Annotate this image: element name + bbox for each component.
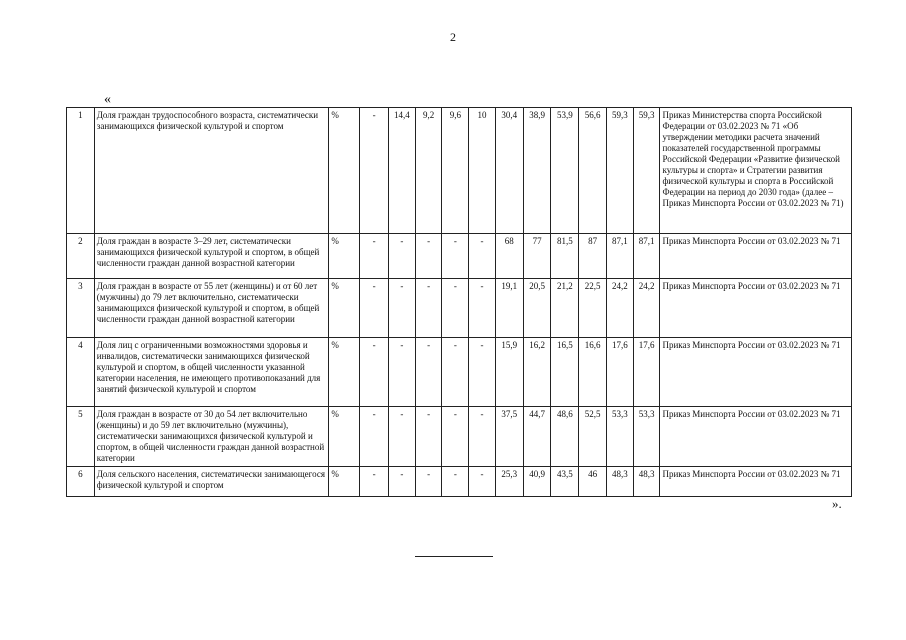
table-body	[67, 108, 852, 497]
source-cell: Приказ Минспорта России от 03.02.2023 № 71	[660, 234, 852, 279]
table-row	[67, 234, 852, 279]
value-cell: 40,9	[523, 467, 551, 497]
value-cell: 16,6	[579, 338, 607, 407]
value-cell: -	[442, 234, 469, 279]
table-row	[67, 338, 852, 407]
indicator-name-cell: Доля лиц с ограниченными возможностями здоровья и инвалидов, систематически занимающихся физической культурой и спортом, в общей численности указанной категории населения, не имеющего противопоказаний для занятий физической культурой и спортом	[94, 338, 329, 407]
value-cell: -	[469, 234, 496, 279]
indicator-name-cell: Доля граждан в возрасте от 55 лет (женщины) и от 60 лет (мужчины) до 79 лет включительно, систематически занимающихся физической культурой и спортом, в общей численности граждан данной возрастной категории	[94, 279, 329, 338]
value-cell: -	[442, 338, 469, 407]
unit-cell: %	[329, 234, 360, 279]
value-cell: 24,2	[633, 279, 660, 338]
source-cell: Приказ Минспорта России от 03.02.2023 № 71	[660, 467, 852, 497]
row-number-cell: 4	[67, 338, 95, 407]
value-cell: -	[388, 279, 415, 338]
value-cell: -	[360, 108, 389, 234]
value-cell: -	[388, 234, 415, 279]
value-cell: 68	[495, 234, 523, 279]
value-cell: 17,6	[633, 338, 660, 407]
indicator-name-cell: Доля граждан в возрасте от 30 до 54 лет включительно (женщины) и до 59 лет включительно (мужчины), систематически занимающихся физической культурой и спортом, в общей численности граждан данной возрастной категории	[94, 407, 329, 467]
value-cell: -	[360, 467, 389, 497]
value-cell: -	[415, 338, 442, 407]
value-cell: 30,4	[495, 108, 523, 234]
value-cell: -	[388, 407, 415, 467]
indicator-name-cell: Доля сельского населения, систематически занимающегося физической культурой и спортом	[94, 467, 329, 497]
value-cell: -	[469, 407, 496, 467]
value-cell: -	[415, 234, 442, 279]
indicators-table	[66, 107, 852, 497]
closing-quote-mark: ».	[832, 496, 842, 511]
table-row	[67, 108, 852, 234]
value-cell: 53,3	[606, 407, 633, 467]
value-cell: -	[442, 279, 469, 338]
value-cell: -	[415, 467, 442, 497]
unit-cell: %	[329, 338, 360, 407]
value-cell: 21,2	[551, 279, 579, 338]
value-cell: 77	[523, 234, 551, 279]
value-cell: 16,2	[523, 338, 551, 407]
value-cell: -	[388, 338, 415, 407]
value-cell: 10	[469, 108, 496, 234]
value-cell: -	[469, 279, 496, 338]
row-number-cell: 3	[67, 279, 95, 338]
value-cell: -	[469, 338, 496, 407]
value-cell: -	[442, 467, 469, 497]
indicator-name-cell: Доля граждан в возрасте 3–29 лет, систематически занимающихся физической культурой и спортом, в общей численности граждан данной возрастной категории	[94, 234, 329, 279]
opening-quote-mark: «	[104, 92, 111, 107]
value-cell: 19,1	[495, 279, 523, 338]
value-cell: 9,6	[442, 108, 469, 234]
row-number-cell: 5	[67, 407, 95, 467]
value-cell: 53,3	[633, 407, 660, 467]
value-cell: 52,5	[579, 407, 607, 467]
value-cell: -	[442, 407, 469, 467]
unit-cell: %	[329, 467, 360, 497]
value-cell: -	[388, 467, 415, 497]
table-row	[67, 279, 852, 338]
source-cell: Приказ Минспорта России от 03.02.2023 № 71	[660, 338, 852, 407]
value-cell: 81,5	[551, 234, 579, 279]
footnote-rule	[415, 556, 493, 557]
value-cell: 17,6	[606, 338, 633, 407]
value-cell: 22,5	[579, 279, 607, 338]
indicator-name-cell: Доля граждан трудоспособного возраста, систематически занимающихся физической культурой и спортом	[94, 108, 329, 234]
value-cell: 48,3	[633, 467, 660, 497]
value-cell: 59,3	[633, 108, 660, 234]
value-cell: 48,3	[606, 467, 633, 497]
value-cell: -	[360, 407, 389, 467]
value-cell: 16,5	[551, 338, 579, 407]
value-cell: -	[415, 407, 442, 467]
value-cell: -	[469, 467, 496, 497]
source-cell: Приказ Минспорта России от 03.02.2023 № 71	[660, 279, 852, 338]
value-cell: -	[360, 279, 389, 338]
value-cell: 48,6	[551, 407, 579, 467]
value-cell: 44,7	[523, 407, 551, 467]
value-cell: 37,5	[495, 407, 523, 467]
unit-cell: %	[329, 407, 360, 467]
row-number-cell: 2	[67, 234, 95, 279]
value-cell: 9,2	[415, 108, 442, 234]
value-cell: -	[360, 338, 389, 407]
value-cell: 53,9	[551, 108, 579, 234]
value-cell: -	[415, 279, 442, 338]
value-cell: 38,9	[523, 108, 551, 234]
value-cell: 15,9	[495, 338, 523, 407]
row-number-cell: 1	[67, 108, 95, 234]
value-cell: 56,6	[579, 108, 607, 234]
value-cell: 87	[579, 234, 607, 279]
value-cell: 24,2	[606, 279, 633, 338]
page-number: 2	[450, 30, 456, 44]
value-cell: -	[360, 234, 389, 279]
value-cell: 59,3	[606, 108, 633, 234]
value-cell: 14,4	[388, 108, 415, 234]
value-cell: 87,1	[633, 234, 660, 279]
value-cell: 87,1	[606, 234, 633, 279]
table-row	[67, 407, 852, 467]
source-cell: Приказ Минспорта России от 03.02.2023 № 71	[660, 407, 852, 467]
value-cell: 20,5	[523, 279, 551, 338]
value-cell: 46	[579, 467, 607, 497]
table-row	[67, 467, 852, 497]
unit-cell: %	[329, 279, 360, 338]
source-cell: Приказ Министерства спорта Российской Федерации от 03.02.2023 № 71 «Об утверждении методики расчета значений показателей государственной программы Российской Федерации «Развитие физической культуры и спорта» и Стратегии развития физической культуры и спорта в Российской Федерации на период до 2030 года» (далее – Приказ Минспорта России от 03.02.2023 № 71)	[660, 108, 852, 234]
unit-cell: %	[329, 108, 360, 234]
row-number-cell: 6	[67, 467, 95, 497]
value-cell: 43,5	[551, 467, 579, 497]
value-cell: 25,3	[495, 467, 523, 497]
